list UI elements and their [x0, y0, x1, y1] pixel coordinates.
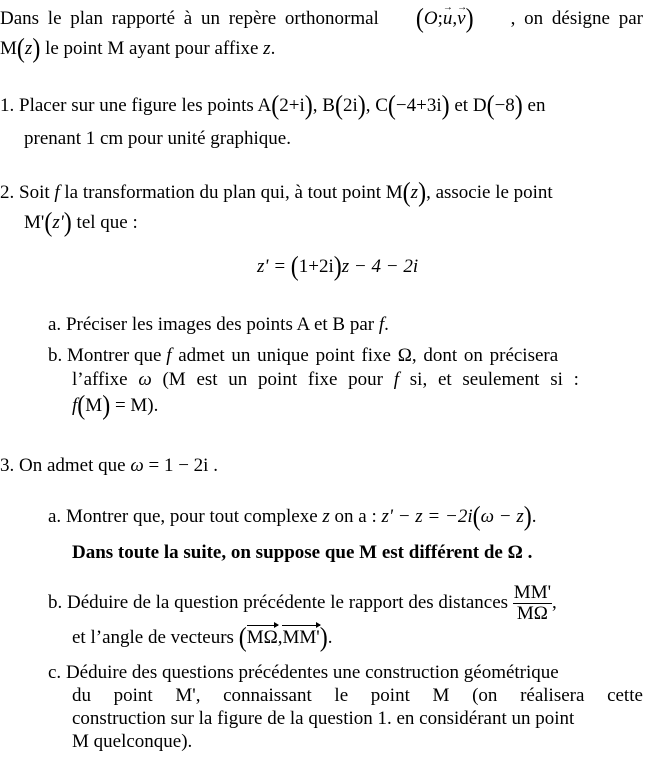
q1-number: 1.	[0, 95, 15, 116]
q2b-line-1: b. Montrer que f admet un unique point fixe Ω, dont on précisera	[48, 345, 559, 366]
q3b-label: b.	[48, 591, 63, 613]
q2b-label: b.	[48, 345, 63, 366]
q3b-line-1: b. Déduire de la question précédente le rapport des distances $\frac{MM'}{M\Omega}$ ,	[48, 582, 557, 624]
q3-number: 3.	[0, 455, 15, 476]
q3a-label: a.	[48, 506, 62, 527]
q3a: a. Montrer que, pour tout complexe z on a : z' − z = −2i(ω − z).	[48, 502, 537, 532]
q2b-line-3: f(M) = M).	[72, 391, 159, 421]
word: connaissant	[223, 685, 312, 706]
word: du	[72, 685, 91, 706]
intro-text-a: Dans le plan rapporté à un repère orthonormal	[0, 8, 379, 29]
word: M',	[175, 685, 201, 706]
q3c-label: c.	[48, 662, 62, 683]
vector-M-Omega: MΩ	[246, 627, 278, 648]
q3-bold-note: Dans toute la suite, on suppose que M est différent de Ω .	[72, 542, 533, 563]
q3c-line-4: M quelconque).	[72, 731, 193, 752]
q3b-line-2: et l’angle de vecteurs (MΩ,MM').	[72, 623, 333, 653]
q2-line-2: M'(z') tel que :	[24, 208, 138, 238]
q2b-line-2: l’affixe ω (M est un point fixe pour f si, et seulement si :	[72, 369, 579, 390]
frame-notation: (O;→ u,→ v)	[416, 8, 474, 30]
word: M	[432, 685, 450, 706]
q3c-line-3: construction sur la figure de la question 1. en considérant un point	[72, 708, 575, 729]
intro-text-b: , on désigne par	[510, 8, 643, 29]
word: cette	[607, 685, 643, 706]
intro-line-1	[0, 4, 643, 34]
word: point	[370, 685, 410, 706]
q2a-label: a.	[48, 314, 62, 335]
intro-line-2: M(z) le point M ayant pour affixe z.	[0, 34, 276, 64]
q1-line-1: 1. Placer sur une figure les points A(2+i), B(2i), C(−4+3i) et D(−8) en	[0, 91, 546, 121]
word: (on	[472, 685, 498, 706]
q2-line-1: 2. Soit f la transformation du plan qui, à tout point M(z), associe le point	[0, 178, 553, 208]
q2-formula: z' = (1+2i)z − 4 − 2i	[257, 252, 419, 282]
q2a: a. Préciser les images des points A et B par f.	[48, 314, 389, 335]
word: point	[113, 685, 153, 706]
q3c-line-2	[72, 685, 643, 707]
word: le	[334, 685, 349, 706]
vector-M-Mprime: MM'	[282, 627, 320, 648]
distance-ratio: $\frac{MM'}{M\Omega}$	[513, 582, 552, 624]
q3c-line-1: c. Déduire des questions précédentes une construction géométrique	[48, 662, 559, 683]
q2-number: 2.	[0, 182, 15, 203]
q1-line-2: prenant 1 cm pour unité graphique.	[24, 128, 291, 149]
q3-line-1: 3. On admet que ω = 1 − 2i .	[0, 455, 218, 476]
word: réalisera	[520, 685, 585, 706]
